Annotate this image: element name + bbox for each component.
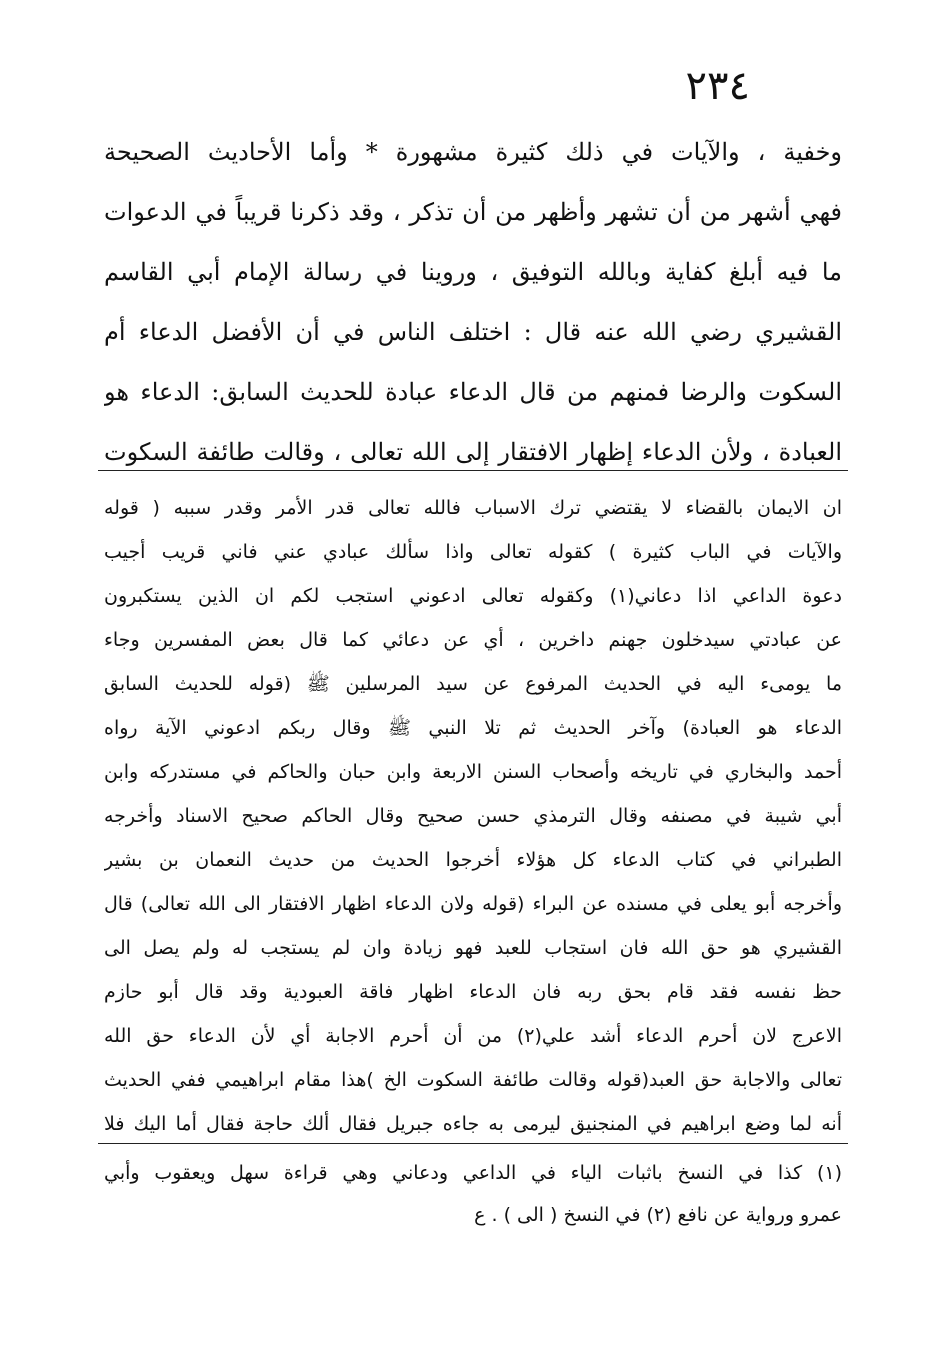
commentary-line: عن عبادتي سيدخلون جهنم داخرين ، أي عن دعائي كما قال بعض المفسرين وجاء <box>104 629 842 651</box>
footnote-line: عمرو ورواية عن نافع (٢) في النسخ ( الى ) . ع <box>474 1204 842 1226</box>
footnote-line: (١) كذا في النسخ باثبات الياء في الداعي ودعاني وهي قراءة سهل ويعقوب وأبي <box>104 1162 842 1184</box>
commentary-line: والآيات في الباب كثيرة ) كقوله تعالى واذا سألك عبادي عني فاني قريب أجيب <box>104 541 842 563</box>
commentary-line: ان الايمان بالقضاء لا يقتضي ترك الاسباب فالله تعالى قدر الأمر وقدر سببه ( قوله <box>104 497 842 519</box>
commentary-line: أحمد والبخاري في تاريخه وأصحاب السنن الاربعة وابن حبان والحاكم في مستدركه وابن <box>104 761 842 783</box>
main-text-line: وخفية ، والآيات في ذلك كثيرة مشهورة * وأما الأحاديث الصحيحة <box>104 138 842 166</box>
commentary-footnote-divider <box>98 1143 848 1144</box>
main-text <box>104 122 842 482</box>
main-text-line: فهي أشهر من أن تشهر وأظهر من أن تذكر ، وقد ذكرنا قريباً في الدعوات <box>104 198 842 226</box>
commentary-line: دعوة الداعي اذا دعاني(١) وكقوله تعالى ادعوني استجب لكم ان الذين يستكبرون <box>104 585 842 607</box>
commentary-line: الطبراني في كتاب الدعاء كل هؤلاء أخرجوا الحديث من حديث النعمان بن بشير <box>104 849 842 871</box>
commentary-line: أنه لما وضع ابراهيم في المنجنيق ليرمى به جاءه جبريل فقال ألك حاجة فقال أما اليك فلا <box>104 1113 842 1135</box>
commentary-line: القشيري هو حق الله فان استجاب للعبد فهو زيادة وان لم يستجب له ولم يصل الى <box>104 937 842 959</box>
main-text-line: السكوت والرضا فمنهم من قال الدعاء عبادة للحديث السابق: الدعاء هو <box>104 378 842 406</box>
main-commentary-divider <box>98 470 848 471</box>
commentary-line: الدعاء هو العبادة) وآخر الحديث ثم تلا النبي ﷺ وقال ربكم ادعوني الآية رواه <box>104 717 842 739</box>
main-text-line: القشيري رضي الله عنه قال : اختلف الناس في أن الأفضل الدعاء أم <box>104 318 842 346</box>
main-text-line: ما فيه أبلغ كفاية وبالله التوفيق ، وروينا في رسالة الإمام أبي القاسم <box>104 258 842 286</box>
commentary-line: ما يومىء اليه في الحديث المرفوع عن سيد المرسلين ﷺ (قوله للحديث السابق <box>104 673 842 695</box>
commentary-line: وأخرجه أبو يعلى في مسنده عن البراء (قوله ولان الدعاء اظهار الافتقار الى الله تعالى) قال <box>104 893 842 915</box>
commentary-line: تعالى والاجابة حق العبد(قوله وقالت طائفة السكوت الخ )هذا مقام ابراهيمي ففي الحديث <box>104 1069 842 1091</box>
commentary-line: حظ نفسه فقد قام بحق ربه فان الدعاء اظهار فاقة العبودية وقد قال أبو حازم <box>104 981 842 1003</box>
main-text-line: العبادة ، ولأن الدعاء إظهار الافتقار إلى الله تعالى ، وقالت طائفة السكوت <box>104 438 842 466</box>
commentary-line: الاعرج لان أحرم الدعاء أشد علي(٢) من أن أحرم الاجابة أي لأن الدعاء حق الله <box>104 1025 842 1047</box>
page-number: ٢٣٤ <box>685 63 750 109</box>
footnotes <box>104 1152 842 1236</box>
commentary-line: أبي شيبة في مصنفه وقال الترمذي حسن صحيح وقال الحاكم صحيح الاسناد وأخرجه <box>104 805 842 827</box>
commentary-text <box>104 486 842 1146</box>
